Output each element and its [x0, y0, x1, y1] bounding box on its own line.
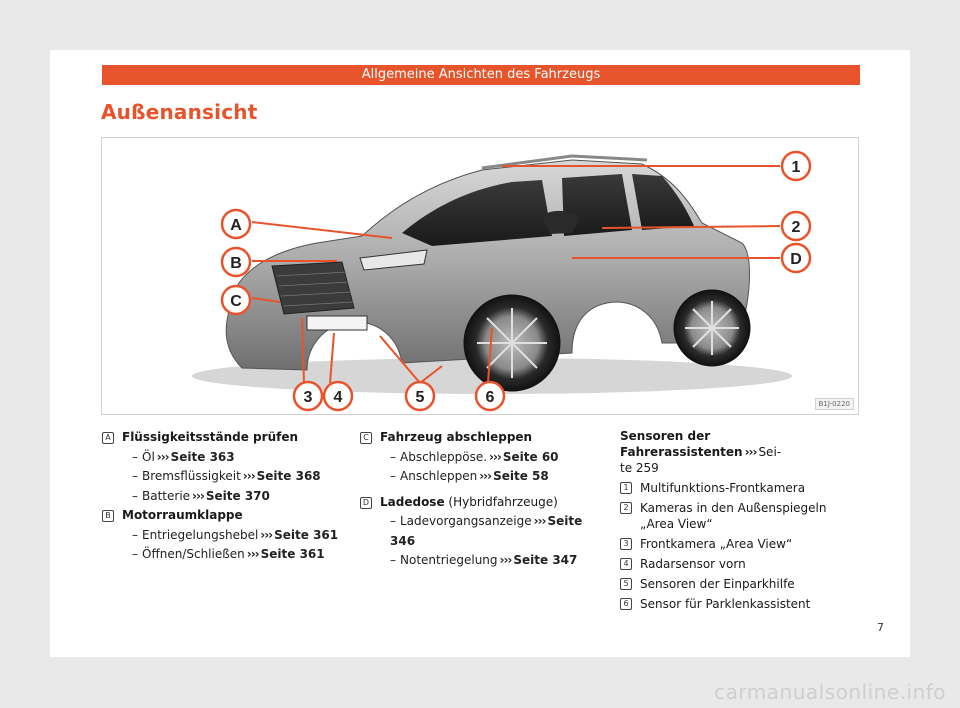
car-illustration [102, 138, 859, 415]
list-item: – Ladevorgangsanzeige ››› Seite 346 [390, 514, 583, 548]
sensor-item: 2 Kameras in den Außenspiegeln „Area View“ [620, 500, 850, 532]
callout-2 [782, 212, 810, 240]
letter-box-b: B [102, 510, 114, 522]
callout-6 [476, 382, 504, 410]
list-item: – Bremsflüssigkeit ››› Seite 368 [132, 469, 321, 483]
number-box: 3 [620, 538, 632, 550]
manual-page [50, 50, 910, 657]
svg-text:2: 2 [791, 219, 801, 236]
page-ref-link[interactable]: Sei- [758, 445, 782, 459]
figure-code: B1J-0220 [815, 398, 854, 410]
number-box: 2 [620, 502, 632, 514]
list-item: – Entriegelungshebel ››› Seite 361 [132, 527, 339, 542]
list-item: – Öffnen/Schließen ››› Seite 361 [132, 547, 325, 561]
list-item: – Öl ››› Seite 363 [132, 449, 235, 464]
sensor-item: 4 Radarsensor vorn [620, 556, 850, 572]
column-c-d [360, 428, 600, 571]
svg-text:D: D [790, 251, 802, 268]
number-box: 4 [620, 558, 632, 570]
number-box: 1 [620, 482, 632, 494]
list-item: – Batterie ››› Seite 370 [132, 488, 270, 503]
page-ref-link[interactable]: Seite 346 [390, 514, 583, 548]
page-ref-link[interactable]: Seite 347 [513, 553, 578, 567]
svg-text:6: 6 [485, 389, 495, 406]
license-plate [307, 316, 367, 330]
vehicle-exterior-figure [101, 137, 859, 415]
callout-D [782, 244, 810, 272]
rear-wheel-spokes [685, 301, 739, 355]
page-ref-link[interactable]: Seite 370 [205, 488, 270, 503]
callout-A [222, 210, 250, 238]
sensor-item: 6 Sensor für Parklenkassistent [620, 596, 850, 612]
svg-text:A: A [230, 217, 242, 234]
letter-box-d: D [360, 497, 372, 509]
watermark: carmanualsonline.info [714, 680, 946, 704]
sensor-item: 3 Frontkamera „Area View“ [620, 536, 850, 552]
callout-3 [294, 382, 322, 410]
number-box: 6 [620, 598, 632, 610]
page-ref-link[interactable]: Seite 368 [256, 469, 321, 483]
page-title: Außenansicht [101, 100, 258, 124]
letter-box-c: C [360, 432, 372, 444]
column-a-b [102, 428, 342, 565]
list-item: – Anschleppen ››› Seite 58 [390, 469, 549, 483]
chapter-header: Allgemeine Ansichten des Fahrzeugs [102, 65, 860, 85]
callout-1 [782, 152, 810, 180]
page-ref-link[interactable]: Seite 361 [274, 527, 339, 542]
svg-text:4: 4 [333, 389, 343, 406]
callout-B [222, 248, 250, 276]
callout-C [222, 286, 250, 314]
front-wheel-spokes [477, 308, 547, 378]
page-number: 7 [877, 621, 884, 634]
section-b [102, 506, 342, 565]
section-d-title: Ladedose [380, 494, 445, 509]
section-b-title: Motorraumklappe [122, 508, 243, 522]
page-ref-link[interactable]: te 259 [620, 461, 659, 475]
page-ref-link[interactable]: Seite 361 [260, 547, 325, 561]
svg-text:3: 3 [303, 389, 313, 406]
letter-box-a: A [102, 432, 114, 444]
list-item: – Abschleppöse. ››› Seite 60 [390, 449, 559, 464]
page-ref-link[interactable]: Seite 363 [170, 449, 235, 464]
sensors-title: Sensoren der Fahrerassistenten ››› Sei- te 259 [620, 429, 782, 475]
section-c-title: Fahrzeug abschleppen [380, 430, 533, 444]
number-box: 5 [620, 578, 632, 590]
callout-5 [406, 382, 434, 410]
svg-text:B: B [230, 255, 242, 272]
page-ref-link[interactable]: Seite 58 [493, 469, 549, 483]
svg-text:C: C [230, 293, 242, 310]
svg-text:5: 5 [415, 389, 425, 406]
list-item: – Notentriegelung ››› Seite 347 [390, 553, 578, 567]
sensor-item: 5 Sensoren der Einparkhilfe [620, 576, 850, 592]
section-a-title: Flüssigkeitsstände prüfen [122, 430, 299, 444]
page-ref-link[interactable]: Seite 60 [502, 449, 559, 464]
section-c [360, 428, 600, 487]
column-sensors [620, 428, 850, 612]
section-d [360, 493, 600, 571]
sensor-item: 1 Multifunktions-Frontkamera [620, 480, 850, 496]
section-a [102, 428, 342, 506]
section-d-note: (Hybridfahrzeuge) [448, 494, 558, 509]
svg-text:1: 1 [791, 159, 801, 176]
callout-4 [324, 382, 352, 410]
